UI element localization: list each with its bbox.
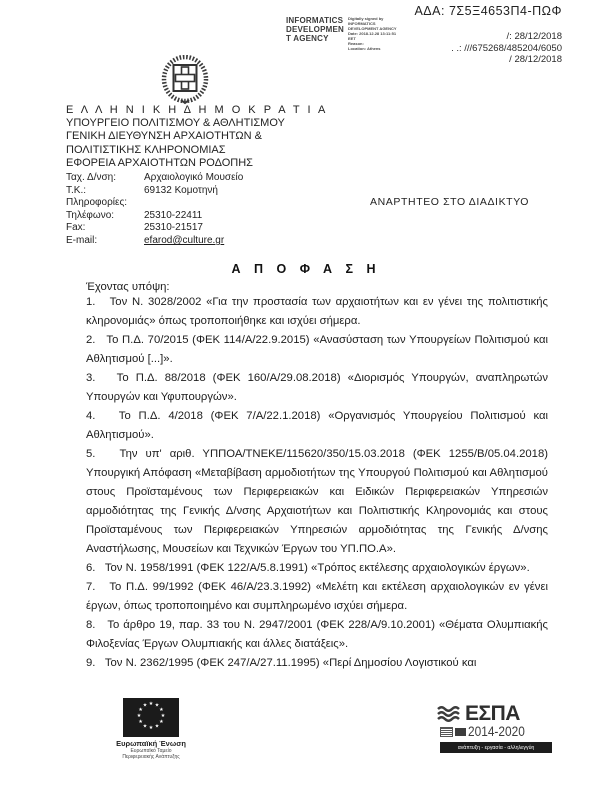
- header-directorate-2: ΠΟΛΙΤΙΣΤΙΚΗΣ ΚΛΗΡΟΝΟΜΙΑΣ: [66, 143, 226, 156]
- svg-text:★: ★: [138, 719, 143, 725]
- ministry-header: [66, 104, 328, 170]
- espa-tagline: ανάπτυξη - εργασία - αλληλεγγύη: [440, 742, 552, 753]
- eu-logo: [106, 698, 196, 760]
- greek-national-emblem-icon: [157, 55, 213, 110]
- email-link[interactable]: efarod@culture.gr: [144, 234, 225, 246]
- contact-row-info: Πληροφορίες:: [66, 197, 128, 209]
- svg-text:★: ★: [160, 713, 166, 719]
- decision-item-3: 3. Το Π.Δ. 88/2018 (ΦΕΚ 160/Α/29.08.2018) «Διορισμός Υπουργών, αναπληρωτών Υπουργών και Υφυπουργών».: [86, 372, 548, 403]
- espa-logo: [436, 702, 558, 753]
- svg-text:★: ★: [154, 702, 160, 709]
- espa-wave-icon: [436, 704, 462, 724]
- decision-item-9: 9. Τον Ν. 2362/1995 (ΦΕΚ 247/Α/27.11.1995) «Περί Δημοσίου Λογιστικού και: [86, 657, 477, 669]
- svg-text:★: ★: [138, 707, 143, 713]
- svg-text:★: ★: [142, 702, 148, 709]
- ada-code: ΑΔΑ: 7Σ5Ξ4653Π4-ΠΩΦ: [414, 4, 562, 18]
- svg-text:★: ★: [148, 725, 154, 731]
- svg-text:★: ★: [148, 701, 154, 707]
- svg-text:★: ★: [159, 719, 164, 725]
- greek-flag-icon: [440, 727, 453, 737]
- signature-agency-text: INFORMATICS DEVELOPMEN T AGENCY: [286, 16, 345, 43]
- header-ministry: ΥΠΟΥΡΓΕΙΟ ΠΟΛΙΤΙΣΜΟΥ & ΑΘΛΗΤΙΣΜΟΥ: [66, 117, 285, 130]
- decision-item-6: 6. Τον Ν. 1958/1991 (ΦΕΚ 122/Α/5.8.1991) «Τρόπος εκτέλεσης αρχαιολογικών έργων».: [86, 562, 530, 574]
- header-ephorate: ΕΦΟΡΕΙΑ ΑΡΧΑΙΟΤΗΤΩΝ ΡΟΔΟΠΗΣ: [66, 156, 253, 169]
- svg-text:★: ★: [136, 713, 142, 719]
- date-line-2: / 28/12/2018: [509, 54, 562, 65]
- decision-item-2: 2. Το Π.Δ. 70/2015 (ΦΕΚ 114/Α/22.9.2015) «Ανασύσταση των Υπουργείων Πολιτισμού και Αθλητισμού [...]».: [86, 334, 548, 365]
- signature-detail-text: Digitally signed by INFORMATICS DEVELOPMENT AGENCY Date: 2018.12.28 13:11:51 EET Reason: Location: Athens: [348, 16, 397, 51]
- eu-logo-subtitle-1: Ευρωπαϊκό Ταμείο: [130, 748, 172, 754]
- espa-logo-title: ΕΣΠΑ: [465, 702, 520, 725]
- svg-text:★: ★: [159, 707, 164, 713]
- header-republic: Ε Λ Λ Η Ν Ι Κ Η Δ Η Μ Ο Κ Ρ Α Τ Ι Α: [66, 104, 328, 116]
- contact-block: [66, 172, 243, 248]
- eu-logo-subtitle-2: Περιφερειακής Ανάπτυξης: [122, 754, 180, 760]
- publication-notice: ΑΝΑΡΤΗΤΕΟ ΣΤΟ ΔΙΑΔΙΚΤΥΟ: [370, 196, 529, 208]
- header-directorate-1: ΓΕΝΙΚΗ ΔΙΕΥΘΥΝΣΗ ΑΡΧΑΙΟΤΗΤΩΝ &: [66, 130, 262, 143]
- decision-item-8: 8. Το άρθρο 19, παρ. 33 του Ν. 2947/2001 (ΦΕΚ 228/Α/9.10.2001) «Θέματα Ολυμπιακής Φιλοξενίας Έργων Ολυμπιακής και άλλες διατάξεις».: [86, 619, 548, 650]
- decision-title: Α Π Ο Φ Α Σ Η: [231, 262, 381, 276]
- eu-flag-icon: [123, 698, 179, 737]
- svg-text:★: ★: [154, 723, 160, 730]
- decision-item-1: 1. Τον Ν. 3028/2002 «Για την προστασία των αρχαιοτήτων και εν γένει της πολιτιστικής κληρονομιάς» όπως τροποποιήθηκε και ισχύει σήμερα.: [86, 296, 548, 327]
- digital-signature-stamp: [286, 16, 397, 51]
- protocol-date-block: [451, 31, 562, 66]
- contact-row-phone: Τηλέφωνο: 25310-22411: [66, 209, 203, 221]
- svg-text:★: ★: [142, 723, 148, 730]
- decision-item-5: 5. Την υπ' αριθ. ΥΠΠΟΑ/ΤΝΕΚΕ/115620/350/15.03.2018 (ΦΕΚ 1255/Β/05.04.2018) Υπουργική Απόφαση «Μεταβίβαση αρμοδιοτήτων της Υπουργού Πολιτισμού και Αθλητισμού στους Προϊσταμένους των Περιφερειακών και Ειδικών Περιφερειακών Υπηρεσιών αρμοδιότητας της Γενικής Δ/νσης Αρχαιοτήτων και Πολιτιστικής Κληρονομιάς και στους Προϊσταμένους των Περιφερειακών Υπηρεσιών αρμοδιότητας της Γενικής Δ/νσης Αναστήλωσης, Μουσείων και Τεχνικών Έργων του ΥΠ.ΠΟ.Α».: [86, 448, 548, 555]
- contact-row-address: Ταχ. Δ/νση: Αρχαιολογικό Μουσείο: [66, 172, 244, 183]
- contact-row-fax: Fax: 25310-21517: [66, 222, 203, 234]
- contact-row-email: E-mail: efarod@culture.gr: [66, 234, 225, 246]
- eu-logo-title: Ευρωπαϊκή Ένωση: [116, 739, 186, 748]
- decision-item-4: 4. Το Π.Δ. 4/2018 (ΦΕΚ 7/Α/22.1.2018) «Οργανισμός Υπουργείου Πολιτισμού και Αθλητισμού».: [86, 410, 548, 441]
- protocol-number-line: . .: ///675268/485204/6050: [451, 42, 562, 54]
- decision-intro: Έχοντας υπόψη:: [86, 281, 170, 293]
- eu-mini-flag-icon: [455, 728, 466, 736]
- decision-item-7: 7. Το Π.Δ. 99/1992 (ΦΕΚ 46/Α/23.3.1992) «Μελέτη και εκτέλεση αρχαιολογικών εν γένει έργων, όπως τροποποιημένο και συμπληρωμένο ισχύει σήμερα.: [86, 581, 548, 612]
- date-line-1: /: 28/12/2018: [506, 31, 562, 42]
- espa-period: 2014-2020: [468, 724, 525, 739]
- decision-body: [86, 293, 548, 673]
- contact-row-postcode: Τ.Κ.: 69132 Κομοτηνή: [66, 184, 218, 196]
